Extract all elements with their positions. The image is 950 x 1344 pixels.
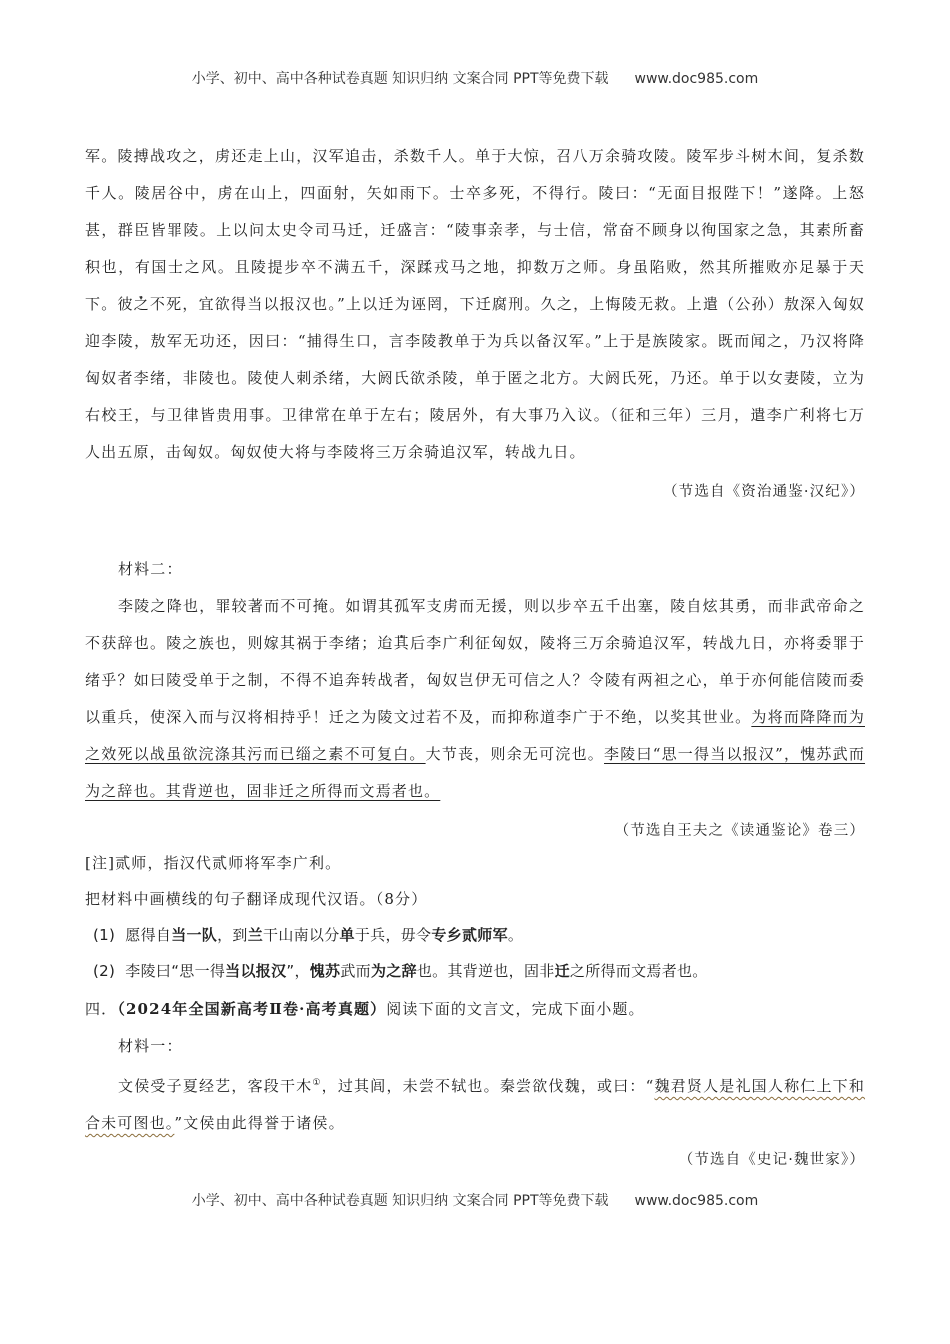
material-one-label: 材料一： bbox=[118, 1037, 183, 1055]
underlined-sentence-2: 李陵曰“思一得当以报汉”，愧苏武而为之辞也。其背逆也，固非迁之所得而文焉者也。 bbox=[85, 745, 866, 800]
material-one-text: 文侯受子夏经艺，客段干木①，过其闾，未尝不轼也。秦尝欲伐魏，或曰：“魏君贤人是礼国人称仁上下和合未可图也。”文侯由此得誉于诸侯。 bbox=[85, 1077, 866, 1132]
page-footer bbox=[0, 1190, 950, 1210]
question-block bbox=[85, 845, 865, 989]
wavy-underlined-sentence: 魏君贤人是礼国人称仁上下和合未可图也。 bbox=[85, 1077, 866, 1132]
emphasis-dot-char: 之 bbox=[133, 295, 150, 313]
answer-item-1: (1) 愿得自当一队，到兰干山南以分单于兵，毋令专乡贰师军。 bbox=[93, 926, 524, 944]
header-text: 小学、初中、高中各种试卷真题 知识归纳 文案合同 PPT等免费下载 bbox=[191, 71, 609, 87]
passage-one-text: 军。陵搏战攻之，虏还走上山，汉军追击，杀数千人。单于大惊，召八万余骑攻陵。陵军步斗树木间，复杀数千人。陵居谷中，虏在山上，四面射，矢如雨下。士卒多死，不得行。陵曰：“无面目报陛下！”遂降。上怒甚，群臣皆罪陵。上以问太史令司马迁，迁盛言：“陵事亲孝，与士信，常奋不顾身以徇国家之急，其素所畜积也，有国士之风。且陵提步卒不满五千，深蹂戎马之地，抑数万之师。身虽陷败，然其所摧败亦足暴于天下。彼之不死，宜欲得当以报汉也。”上以迁为诬罔，下迁腐刑。久之，上悔陵无救。上遣（公孙）敖深入匈奴迎李陵，敖军无功还，因曰：“捕得生口，言李陵教单于为兵以备汉军。”上于是族陵家。既而闻之，乃汉将降匈奴者李绪，非陵也。陵使人刺杀绪，大阏氏欲杀陵，单于匿之北方。大阏氏死，乃还。单于以女妻陵，立为右校王，与卫律皆贵用事。卫律常在单于左右；陵居外，有大事乃入议。（征和三年）三月，遣李广利将七万人出五原，击匈奴。匈奴使大将与李陵将三万余骑追汉军，转战九日。 bbox=[85, 147, 866, 461]
emphasis-dot-char: 亲 bbox=[487, 221, 505, 239]
section-four bbox=[85, 991, 865, 1179]
emphasis-dot-char: 迨 bbox=[377, 634, 394, 652]
page-header bbox=[0, 68, 950, 88]
header-url[interactable]: www.doc985.com bbox=[634, 71, 759, 87]
question-prompt: 把材料中画横线的句子翻译成现代汉语。（8分） bbox=[85, 890, 428, 908]
footer-text: 小学、初中、高中各种试卷真题 知识归纳 文案合同 PPT等免费下载 bbox=[191, 1193, 609, 1209]
footnote-marker: ① bbox=[312, 1078, 322, 1088]
passage-one bbox=[85, 138, 865, 511]
exam-source-tag: （2024年全国新高考Ⅱ卷·高考真题） bbox=[117, 1000, 387, 1018]
section-four-heading: 四．（2024年全国新高考Ⅱ卷·高考真题）阅读下面的文言文，完成下面小题。 bbox=[85, 1000, 645, 1018]
passage-one-source: （节选自《资治通鉴·汉纪》） bbox=[663, 484, 865, 500]
answer-item-2: (2) 李陵曰“思一得当以报汉”，愧苏武而为之辞也。其背逆也，固非迁之所得而文焉者也。 bbox=[93, 962, 708, 980]
material-two-source: （节选自王夫之《读通鉴论》卷三） bbox=[614, 823, 865, 839]
underlined-sentence-1: 为将而降降而为之效死以战虽欲浣涤其污而已缁之素不可复白。 bbox=[85, 708, 865, 763]
annotation-note: [注]贰师，指汉代贰师将军李广利。 bbox=[85, 854, 342, 872]
footer-url[interactable]: www.doc985.com bbox=[634, 1193, 759, 1209]
material-two-text: 李陵之降也，罪较著而不可掩。如谓其孤军支虏而无援，则以步卒五千出塞，陵自炫其勇，而非武帝命之不获辞也。陵之族也，则嫁其祸于李绪；迨其后李广利征匈奴，陵将三万余骑追汉军，转战九日，亦将委罪于绪乎？如曰陵受单于之制，不得不追奔转战者，匈奴岂伊无可信之人？令陵有两袒之心，单于亦何能信陵而委以重兵，使深入而与汉将相持乎！迁之为陵文过若不及，而抑称道李广于不绝，以奖其世业。为将而降降而为之效死以战虽欲浣涤其污而已缁之素不可复白。大节丧，则余无可浣也。李陵曰“思一得当以报汉”，愧苏武而为之辞也。其背逆也，固非迁之所得而文焉者也。 bbox=[85, 597, 866, 800]
item-number: (1) bbox=[93, 926, 116, 944]
material-one-source: （节选自《史记·魏世家》） bbox=[678, 1152, 865, 1168]
material-two bbox=[85, 551, 865, 850]
material-two-label: 材料二： bbox=[118, 560, 183, 578]
item-number: (2) bbox=[93, 962, 116, 980]
